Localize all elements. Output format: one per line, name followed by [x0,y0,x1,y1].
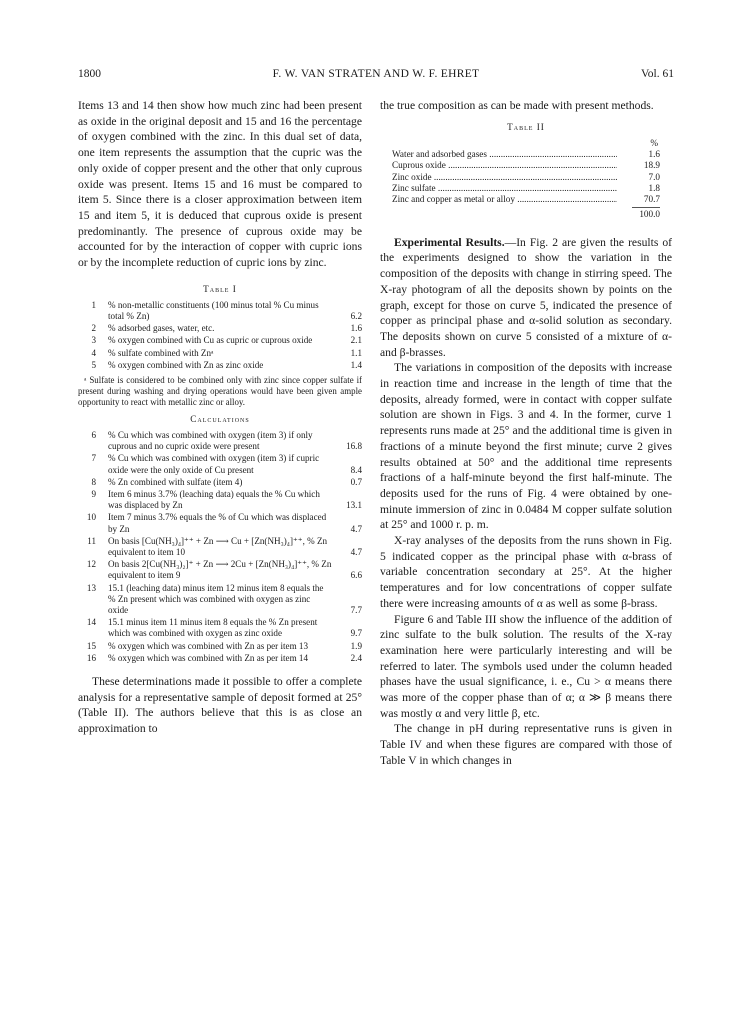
left-column [78,98,362,737]
item-description: % adsorbed gases, water, etc. [108,323,215,334]
item-number: 6 [91,429,96,440]
table-1-caption: Table I [203,283,237,294]
table-1 [78,300,362,371]
item-description: Item 6 minus 3.7% (leaching data) equals the % Cu which was displaced by Zn [108,488,320,511]
component-label: Cuprous oxide ..... [392,160,617,171]
item-number: 8 [91,476,96,487]
item-description: 15.1 minus item 11 minus item 8 equals the % Zn present which was combined with oxygen as zinc oxide [108,617,318,639]
calculations-caption: Calculations [190,413,250,424]
item-value: 1.4 [350,359,362,370]
section-heading: Experimental Results. [394,235,505,249]
item-number: 2 [91,323,96,334]
item-value: 13.1 [346,500,362,511]
table-2-row [392,149,672,160]
item-description: % Cu which was combined with oxygen (item 3) if only cuprous and no cupric oxide were present [108,429,313,452]
item-number: 13 [86,582,96,593]
item-number: 5 [91,359,96,370]
paragraph: Experimental Results.—In Fig. 2 are given the results of the experiments designed to show the variation in the composition of the deposits with change in stirring speed. The X-ray photogram of all the deposits shown by points on the graph, except for those on curve 5, indicated the presence of copper as principal phase and α-solid solution as secondary. The deposits shown on curve 5 consisted of a mixture of α- and β-brasses. [380,235,672,359]
table-2-unit: % [650,137,658,148]
running-head-authors: F. W. VAN STRATEN AND W. F. EHRET [272,68,480,80]
component-percent: 18.9 [643,160,660,171]
paragraph: The change in pH during representative runs is given in Table IV and when these figures are compared with those of Table V in which changes in [380,722,672,767]
table-2-total-row [392,209,672,220]
table-2-total: 100.0 [639,209,660,220]
item-number: 11 [87,535,96,546]
table-row [78,617,362,639]
item-value: 4.7 [350,523,362,534]
item-description: % non-metallic constituents (100 minus total % Cu minus total % Zn) [108,299,319,321]
item-value: 6.6 [350,570,362,581]
item-description: % Cu which was combined with oxygen (item 3) if cupric oxide were the only oxide of Cu present [108,453,320,475]
item-value: 16.8 [346,441,362,452]
item-number: 3 [91,335,96,346]
item-number: 10 [86,512,96,523]
item-number: 15 [86,640,96,651]
component-label: Zinc sulfate ..... [392,183,617,194]
table-row [78,300,362,322]
component-percent: 70.7 [643,194,660,205]
item-value: 0.7 [350,476,362,487]
page-number: 1800 [78,68,101,80]
calculations-table [78,430,362,664]
paragraph: The variations in composition of the deposits with increase in reaction time and increase in the length of time that the deposits, already formed, were in contact with copper sulfate solution are shown in Figs. 3 and 4. In the former, curve 1 represents runs made at 25° and the additional time is given in fractions of a minute beyond the first minute; curve 2 gives results obtained at 50° and the additional time represents fractions of a half-minute beyond the first half-minute. The deposits used for the runs of Fig. 4 were obtained by one-minute immersion of zinc in 0.0484 M copper sulfate solution at 25° and 1000 r. p. m. [380,361,672,532]
item-value: 9.7 [350,628,362,639]
table-2-caption: Table II [507,121,545,132]
item-number: 14 [86,617,96,628]
paragraph: the true composition as can be made with present methods. [380,99,654,112]
volume-number: Vol. 61 [640,68,674,80]
item-number: 9 [91,488,96,499]
item-description: % oxygen which was combined with Zn as per item 14 [108,652,309,663]
component-percent: 1.8 [648,182,660,193]
item-number: 4 [91,347,96,358]
item-value: 1.6 [350,323,362,334]
table-row [78,583,362,617]
table-row [78,335,362,346]
component-percent: 7.0 [648,171,660,182]
component-label: Zinc and copper as metal or alloy ..... [392,194,617,205]
table-row [78,453,362,475]
item-value: 1.1 [350,347,362,358]
paragraph: Items 13 and 14 then show how much zinc had been present as oxide in the original deposit and 15 and 16 the percentage of oxygen combined with the zinc. In this dual set of data, one item represents the assumption that the cupric was the only oxide of copper present and the other that only cuprous oxide was present. Items 15 and 16 must be compared to item 5. Since there is a closer approximation between item 15 and item 5, it is deduced that cuprous oxide is present predominantly. The presence of cuprous oxide may be accounted for by the interaction of copper with cupric ions or by the incomplete reduction of cupric ions by zinc. [78,99,362,270]
running-header [78,68,674,84]
paragraph: Figure 6 and Table III show the influence of the addition of zinc sulfate to the bulk solution. The results of the X-ray examination here were particularly interesting and will be referred to later. The symbols used under the column headed phases have the usual significance, i. e., Cu > α means there was more of the copper phase than of α; α ≫ β means there was mostly α and very little β, etc. [380,612,672,720]
item-number: 16 [86,652,96,663]
item-number: 1 [91,299,96,310]
item-description: % oxygen combined with Zn as zinc oxide [108,359,264,370]
table-row [78,477,362,488]
table-1-footnote: ᵃ Sulfate is considered to be combined only with zinc since copper sulfate if present during washing and drying operations would have been given ample opportunity to react with metallic zinc or alloy. [78,374,362,407]
table-row [78,348,362,359]
item-value: 4.7 [350,546,362,557]
table-2-row [392,160,672,171]
table-row [78,641,362,652]
item-description: % oxygen which was combined with Zn as per item 13 [108,640,309,651]
table-2 [392,138,672,221]
table-row [78,323,362,334]
component-label: Zinc oxide ..... [392,172,617,183]
item-description: % oxygen combined with Cu as cupric or cuprous oxide [108,335,313,346]
table-row [78,430,362,452]
item-description: % sulfate combined with Znᵃ [108,347,214,358]
table-2-row [392,194,672,205]
item-value: 8.4 [350,464,362,475]
item-description: 15.1 (leaching data) minus item 12 minus item 8 equals the % Zn present which was combined with oxygen as zinc oxide [108,582,324,615]
item-value: 1.9 [350,640,362,651]
component-percent: 1.6 [648,148,660,159]
table-row [78,536,362,558]
item-number: 7 [91,453,96,464]
item-value: 6.2 [350,310,362,321]
table-row [78,512,362,534]
item-description: Item 7 minus 3.7% equals the % of Cu which was displaced by Zn [108,512,327,534]
table-row [78,559,362,581]
item-description: On basis [Cu(NH₃)₄]⁺⁺ + Zn ⟶ Cu + [Zn(NH₃)₄]⁺⁺, % Zn equivalent to item 10 [108,535,328,557]
item-value: 2.4 [350,652,362,663]
paragraph: X-ray analyses of the deposits from the runs shown in Fig. 5 indicated copper as the principal phase with α-brass of variable concentration secondary at 25°. At the higher temperatures and for low concentrations of copper sulfate there were increasing amounts of α as well as some β-brass. [380,534,672,610]
table-2-row [392,183,672,194]
paragraph: These determinations made it possible to offer a complete analysis for a representative sample of deposit formed at 25° (Table II). The authors believe that this is as close an approximation to [78,675,362,736]
table-row [78,360,362,371]
component-label: Water and adsorbed gases ..... [392,149,617,160]
table-2-row [392,172,672,183]
item-description: % Zn combined with sulfate (item 4) [108,476,243,487]
table-row [78,653,362,664]
item-description: On basis 2[Cu(NH₃)₂]⁺ + Zn ⟶ 2Cu + [Zn(NH₃)₄]⁺⁺, % Zn equivalent to item 9 [108,559,332,581]
item-number: 12 [86,559,96,570]
table-row [78,489,362,511]
item-value: 2.1 [350,335,362,346]
right-column [380,98,672,769]
item-value: 7.7 [350,605,362,615]
